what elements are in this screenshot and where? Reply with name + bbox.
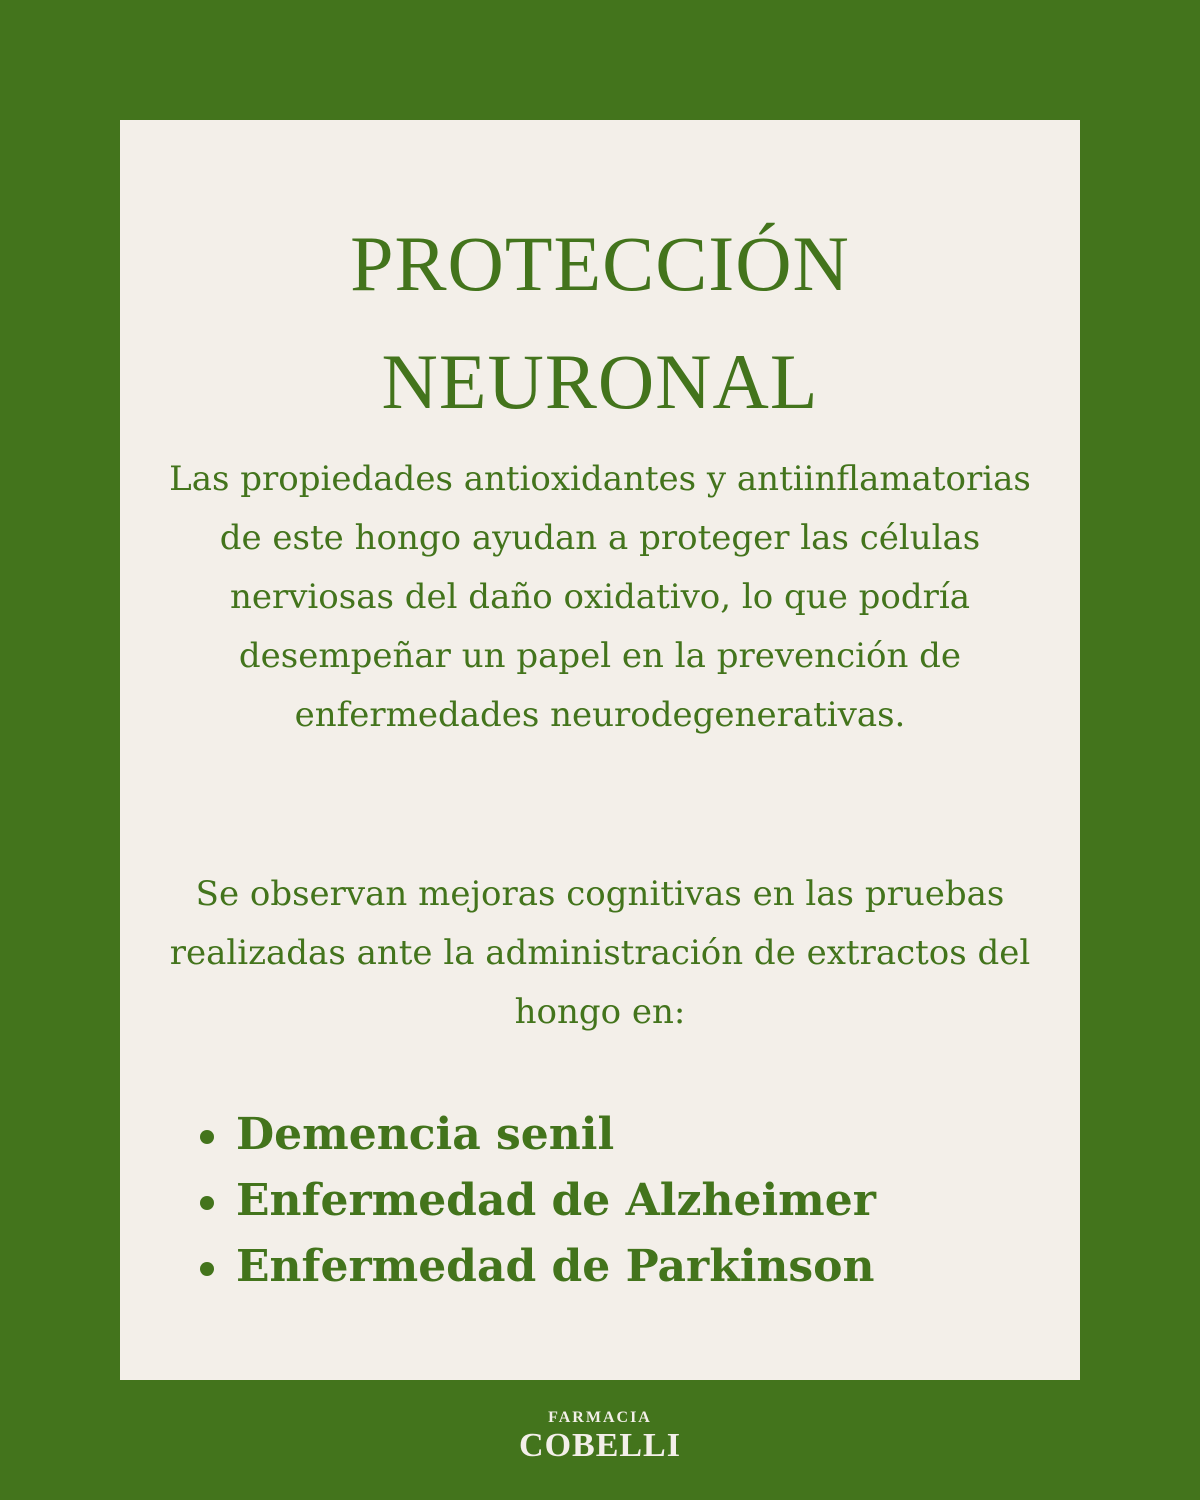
conditions-list — [200, 1102, 876, 1300]
info-card — [120, 120, 1080, 1380]
list-item-label: Enfermedad de Parkinson — [236, 1241, 875, 1292]
paragraph-neuroprotection: Las propiedades antioxidantes y antiinflamatorias de este hongo ayudan a proteger las células nerviosas del daño oxidativo, lo que podría desempeñar un papel en la prevención de enfermedades neurodegenerativas. — [169, 459, 1031, 735]
bullet-icon — [200, 1262, 214, 1276]
paragraph-cognitive-improvements: Se observan mejoras cognitivas en las pruebas realizadas ante la administración de extractos del hongo en: — [169, 874, 1031, 1032]
list-item — [200, 1102, 876, 1168]
list-item — [200, 1168, 876, 1234]
title-line-1: PROTECCIÓN — [350, 220, 850, 307]
list-item — [200, 1234, 876, 1300]
logo-subtitle: FARMACIA — [548, 1409, 652, 1426]
title-line-2: NEURONAL — [381, 338, 819, 425]
page-title — [120, 205, 1080, 441]
list-item-label: Enfermedad de Alzheimer — [236, 1175, 876, 1226]
bullet-icon — [200, 1196, 214, 1210]
brand-logo — [0, 1408, 1200, 1464]
list-item-label: Demencia senil — [236, 1109, 615, 1160]
logo-name: COBELLI — [519, 1427, 681, 1464]
bullet-icon — [200, 1130, 214, 1144]
